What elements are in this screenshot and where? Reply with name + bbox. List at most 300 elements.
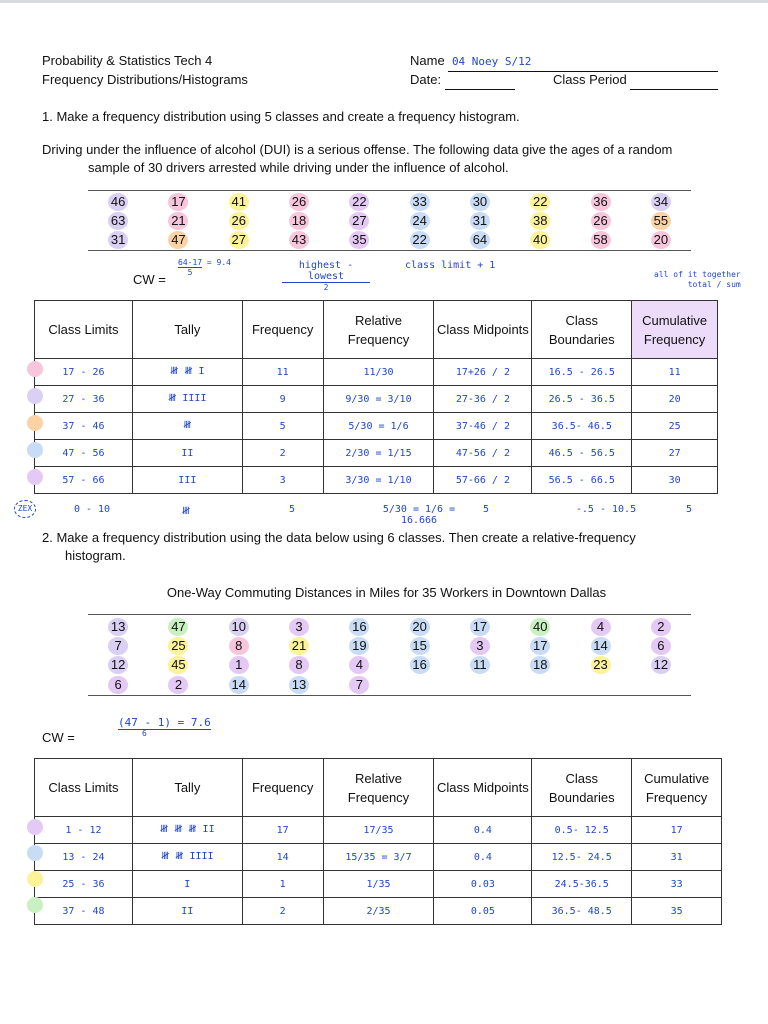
q2-value-bound: 0.5- 12.5 [554,824,609,836]
q2-data-table [88,617,691,695]
q1-value-bound: 36.5- 46.5 [551,420,612,432]
q1-data-cell [269,230,329,249]
q2-data-cell [570,617,630,636]
q1-value-tally: II [181,447,194,459]
data-value: 20 [410,618,430,636]
q1-cell-cum[interactable] [632,440,718,467]
q1-data-cell [329,230,389,249]
q1-data-cell [209,192,269,211]
q2-value-cum: 35 [670,905,683,917]
q2-value-cum: 17 [670,824,683,836]
q2-cell-rel[interactable] [323,871,434,898]
data-value: 43 [289,231,309,249]
q1-cell-bound[interactable] [532,467,632,494]
q1-data-cell [510,192,570,211]
data-value: 38 [530,212,550,230]
q2-data-cell [570,655,630,674]
q1-data-row [88,192,691,211]
q1-cell-rel[interactable] [323,440,434,467]
q2-cell-limits[interactable] [35,871,133,898]
q1-data-cell [148,192,208,211]
q2-value-bound: 36.5- 48.5 [551,905,612,917]
q2-cell-cum[interactable] [632,844,722,871]
q1-value-bound: 26.5 - 36.5 [548,393,615,405]
q1-value-rel: 11/30 [363,366,394,378]
data-value: 27 [229,231,249,249]
q1-extra-cum: 5 [685,504,693,515]
q2-value-tally: II [181,905,194,917]
name-label: Name [410,53,445,68]
data-value: 2 [168,676,188,694]
data-value: 17 [530,637,550,655]
q2-data-cell [450,655,510,674]
q1-value-limits: 47 - 56 [62,447,105,459]
cumulative-note: all of it together total / sum [654,270,741,289]
q2-cell-mid[interactable] [434,844,532,871]
q1-cell-limits[interactable] [35,413,133,440]
q1-cell-limits[interactable] [35,467,133,494]
data-value: 13 [289,676,309,694]
data-value: 8 [289,656,309,674]
q1-data-cell [88,192,148,211]
q1-header-class-limits: Class Limits [35,301,133,359]
q2-cell-cum[interactable] [632,871,722,898]
q2-data-cell [329,655,389,674]
q2-value-rel: 15/35 = 3/7 [345,851,412,863]
row-color-marker-icon [27,469,43,485]
q1-value-mid: 27-36 / 2 [455,393,510,405]
q2-cell-freq[interactable] [242,844,323,871]
q1-value-freq: 2 [279,447,286,459]
q1-value-freq: 3 [279,474,286,486]
data-value: 15 [410,637,430,655]
q1-header-frequency: Frequency [242,301,323,359]
q2-cell-limits[interactable] [35,898,133,925]
q1-table-row [35,467,718,494]
q1-data-cell [631,211,691,230]
row-color-marker-icon [27,819,43,835]
row-color-marker-icon [27,845,43,861]
data-value: 34 [651,193,671,211]
q2-header-class-boundaries: Class Boundaries [532,759,632,817]
q1-extra-limits: 0 - 10 [73,504,111,515]
q1-cell-tally[interactable] [132,359,242,386]
data-value: 4 [349,656,369,674]
q2-data-cell [389,655,449,674]
q2-cell-tally[interactable] [132,871,242,898]
q1-cell-freq[interactable] [242,467,323,494]
q2-data-cell [148,655,208,674]
q2-value-rel: 2/35 [366,905,391,917]
data-value: 21 [289,637,309,655]
data-value: 22 [410,231,430,249]
q2-data-row [88,617,691,636]
q2-table-row [35,898,722,925]
q2-cell-cum[interactable] [632,817,722,844]
q1-value-limits: 37 - 46 [62,420,105,432]
q2-cell-limits[interactable] [35,844,133,871]
q1-cell-rel[interactable] [323,467,434,494]
q1-cell-tally[interactable] [132,467,242,494]
q1-value-cum: 27 [668,447,681,459]
q2-value-limits: 13 - 24 [62,851,105,863]
data-value: 64 [470,231,490,249]
q1-data-cell [88,230,148,249]
q2-cell-limits[interactable] [35,817,133,844]
q2-value-mid: 0.05 [470,905,495,917]
q2-cell-freq[interactable] [242,817,323,844]
q1-cell-tally[interactable] [132,440,242,467]
q1-table-row [35,359,718,386]
q2-cell-rel[interactable] [323,844,434,871]
q2-cell-tally[interactable] [132,844,242,871]
q1-data-cell [450,192,510,211]
q1-data-cell [631,230,691,249]
q1-cell-mid[interactable] [434,467,532,494]
q1-cell-cum[interactable] [632,467,718,494]
q1-cell-freq[interactable] [242,359,323,386]
q2-data-cell [148,617,208,636]
q2-data-row [88,655,691,674]
q2-table-row [35,844,722,871]
q1-cell-bound[interactable] [532,386,632,413]
q2-data-cell [389,617,449,636]
q1-extra-freq: 5 [288,504,296,515]
q1-cell-rel[interactable] [323,413,434,440]
q1-cell-mid[interactable] [434,359,532,386]
data-value: 12 [108,656,128,674]
q1-value-tally: 𝍸 [183,419,192,431]
q1-data-cell [148,230,208,249]
q2-data-cell [269,674,329,695]
q2-data-cell [570,674,630,695]
q1-cell-limits[interactable] [35,359,133,386]
data-value: 17 [168,193,188,211]
q2-value-cum: 33 [670,878,683,890]
q2-value-mid: 0.03 [470,878,495,890]
q2-value-tally: 𝍸 𝍸 IIII [161,850,214,862]
q1-data-cell [510,230,570,249]
q2-cell-bound[interactable] [532,844,632,871]
data-value: 10 [229,618,249,636]
data-value: 14 [229,676,249,694]
q2-header-class-midpoints: Class Midpoints [434,759,532,817]
q1-cell-rel[interactable] [323,359,434,386]
q1-value-limits: 17 - 26 [62,366,105,378]
q2-value-limits: 1 - 12 [65,824,102,836]
data-value [470,674,490,692]
q1-cell-freq[interactable] [242,386,323,413]
question-2-prompt-line2: histogram. [65,548,126,563]
data-value: 14 [591,637,611,655]
q1-data-cell [88,211,148,230]
q2-data-cell [329,636,389,655]
q1-data-cell [450,230,510,249]
q1-value-tally: 𝍸 𝍸 I [170,365,205,377]
data-value: 46 [108,193,128,211]
q2-data-cell [631,617,691,636]
q1-cell-tally[interactable] [132,413,242,440]
q1-value-cum: 11 [668,366,681,378]
q2-data-cell [148,674,208,695]
data-value: 35 [349,231,369,249]
q1-value-tally: 𝍸 IIII [168,392,207,404]
q1-value-mid: 57-66 / 2 [455,474,510,486]
q2-data-cell [88,674,148,695]
question-1-prompt: 1. Make a frequency distribution using 5 classes and create a frequency histogram. [42,109,520,124]
q1-data-bottom-rule [88,250,691,251]
class-period-label: Class Period [553,72,627,87]
q2-value-tally: 𝍸 𝍸 𝍸 II [160,823,215,835]
q2-cell-rel[interactable] [323,898,434,925]
data-value [591,674,611,692]
q1-table-row [35,440,718,467]
q2-data-cell [631,636,691,655]
q2-data-bottom-rule [88,695,691,696]
q1-header-tally: Tally [132,301,242,359]
q1-value-cum: 25 [668,420,681,432]
data-value: 13 [108,618,128,636]
date-label: Date: [410,72,442,87]
q1-data-cell [570,230,630,249]
top-border [0,0,768,3]
q1-data-cell [450,211,510,230]
q1-cell-freq[interactable] [242,440,323,467]
q1-value-freq: 5 [279,420,286,432]
data-value: 1 [229,656,249,674]
data-value: 19 [349,637,369,655]
q2-data-cell [209,674,269,695]
data-value: 22 [349,193,369,211]
q1-value-bound: 56.5 - 66.5 [548,474,615,486]
q1-data-cell [209,230,269,249]
q2-data-cell [88,636,148,655]
q1-data-top-rule [88,190,691,191]
row-color-marker-icon [27,361,43,377]
q1-cw-label: CW = [133,272,166,287]
data-value [651,674,671,692]
date-field[interactable] [410,71,515,90]
data-value: 17 [470,618,490,636]
q1-data-row [88,211,691,230]
data-value: 16 [349,618,369,636]
row-color-marker-icon [27,897,43,913]
data-value: 63 [108,212,128,230]
q2-table-row [35,871,722,898]
data-value: 26 [591,212,611,230]
q1-data-cell [269,192,329,211]
data-value: 26 [229,212,249,230]
data-value: 3 [470,637,490,655]
q2-cell-mid[interactable] [434,817,532,844]
data-value: 18 [289,212,309,230]
q1-cell-bound[interactable] [532,413,632,440]
q1-data-cell [389,211,449,230]
q2-data-cell [269,617,329,636]
q1-data-cell [570,192,630,211]
q2-value-mid: 0.4 [473,851,492,863]
q1-data-row [88,230,691,249]
data-value: 40 [530,231,550,249]
data-value: 25 [168,637,188,655]
q1-value-mid: 17+26 / 2 [455,366,510,378]
q1-paragraph-line2: sample of 30 drivers arrested while driving under the influence of alcohol. [88,160,509,175]
course-title: Probability & Statistics Tech 4 [42,53,213,68]
q1-value-rel: 5/30 = 1/6 [348,420,409,432]
q1-cell-cum[interactable] [632,413,718,440]
data-value: 55 [651,212,671,230]
q1-value-rel: 9/30 = 3/10 [345,393,412,405]
q1-cell-mid[interactable] [434,440,532,467]
q1-value-mid: 47-56 / 2 [455,447,510,459]
data-value: 7 [108,637,128,655]
q2-cell-mid[interactable] [434,871,532,898]
q2-data-cell [389,674,449,695]
q1-data-cell [631,192,691,211]
q1-cell-cum[interactable] [632,359,718,386]
row-color-marker-icon [27,442,43,458]
q2-value-cum: 31 [670,851,683,863]
q1-data-cell [209,211,269,230]
data-value: 8 [229,637,249,655]
q2-cw-label: CW = [42,730,75,745]
data-value: 11 [470,656,490,674]
q2-cell-tally[interactable] [132,898,242,925]
q2-cell-bound[interactable] [532,817,632,844]
data-value: 6 [651,637,671,655]
q1-cell-tally[interactable] [132,386,242,413]
q1-data-cell [389,230,449,249]
q2-cell-bound[interactable] [532,898,632,925]
data-value: 30 [470,193,490,211]
q1-cell-bound[interactable] [532,359,632,386]
q2-cell-rel[interactable] [323,817,434,844]
data-value: 2 [651,618,671,636]
q2-cell-bound[interactable] [532,871,632,898]
q1-value-cum: 30 [668,474,681,486]
data-value: 7 [349,676,369,694]
data-value: 33 [410,193,430,211]
name-field[interactable] [410,52,718,72]
q2-data-title: One-Way Commuting Distances in Miles for 35 Workers in Downtown Dallas [166,585,607,600]
data-value: 31 [108,231,128,249]
data-value: 40 [530,618,550,636]
q2-value-freq: 17 [276,824,289,836]
q2-cell-freq[interactable] [242,898,323,925]
q1-value-limits: 27 - 36 [62,393,105,405]
q2-value-tally: I [184,878,191,890]
q1-frequency-table [34,300,718,494]
q1-cell-limits[interactable] [35,386,133,413]
q2-data-cell [450,674,510,695]
q1-cw-note-highest-lowest: highest - lowest 2 [282,260,370,292]
q2-data-cell [510,655,570,674]
q1-data-cell [329,211,389,230]
q1-paragraph-line1: Driving under the influence of alcohol (DUI) is a serious offense. The following data give the ages of a random [42,142,673,157]
q2-data-cell [570,636,630,655]
data-value: 23 [591,656,611,674]
q1-cell-mid[interactable] [434,386,532,413]
q1-value-tally: III [178,474,197,486]
q2-cell-freq[interactable] [242,871,323,898]
data-value: 4 [591,618,611,636]
question-2-prompt-line1: 2. Make a frequency distribution using the data below using 6 classes. Then create a relative-frequency [42,530,636,545]
q2-frequency-table [34,758,722,925]
q2-data-cell [329,674,389,695]
q2-data-cell [510,674,570,695]
q2-data-cell [329,617,389,636]
q2-data-cell [631,655,691,674]
q1-value-bound: 46.5 - 56.5 [548,447,615,459]
name-value: 04 Noey S/12 [451,55,532,68]
q1-value-limits: 57 - 66 [62,474,105,486]
q2-data-cell [510,617,570,636]
q2-header-frequency: Frequency [242,759,323,817]
q2-data-row [88,636,691,655]
q1-extra-row [14,500,718,526]
q1-cw-note: 64-17 = 9.4 5 [178,258,231,277]
q2-value-bound: 12.5- 24.5 [551,851,612,863]
data-value: 12 [651,656,671,674]
q2-data-cell [209,636,269,655]
q1-extra-rel: 5/30 = 1/6 = 16.666 [382,504,456,526]
q2-value-limits: 25 - 36 [62,878,105,890]
q1-data-table [88,192,691,249]
q1-cell-mid[interactable] [434,413,532,440]
q2-cell-cum[interactable] [632,898,722,925]
q2-data-top-rule [88,614,691,615]
q1-cell-rel[interactable] [323,386,434,413]
q2-cell-mid[interactable] [434,898,532,925]
class-period-field[interactable] [553,71,718,90]
data-value: 6 [108,676,128,694]
q1-value-cum: 20 [668,393,681,405]
q2-data-cell [209,655,269,674]
q1-cell-freq[interactable] [242,413,323,440]
q1-cell-limits[interactable] [35,440,133,467]
q2-header-class-limits: Class Limits [35,759,133,817]
q2-cell-tally[interactable] [132,817,242,844]
q1-data-cell [510,211,570,230]
q2-value-freq: 14 [276,851,289,863]
q2-data-cell [209,617,269,636]
q1-cw-note-class-limit: class limit + 1 [405,260,496,271]
data-value: 41 [229,193,249,211]
data-value: 3 [289,618,309,636]
data-value: 16 [410,656,430,674]
q1-header-class-boundaries: Class Boundaries [532,301,632,359]
q1-extra-mid: 5 [482,504,490,515]
q2-data-cell [269,655,329,674]
q1-cell-bound[interactable] [532,440,632,467]
q1-value-mid: 37-46 / 2 [455,420,510,432]
q1-data-cell [148,211,208,230]
data-value: 58 [591,231,611,249]
data-value: 22 [530,193,550,211]
q2-data-cell [450,636,510,655]
q1-table-row [35,413,718,440]
data-value: 31 [470,212,490,230]
data-value: 26 [289,193,309,211]
q1-value-freq: 11 [276,366,289,378]
q1-table-row [35,386,718,413]
q1-header-class-midpoints: Class Midpoints [434,301,532,359]
data-value: 36 [591,193,611,211]
burst-icon: ZEX [14,500,36,518]
q1-cell-cum[interactable] [632,386,718,413]
row-color-marker-icon [27,415,43,431]
data-value: 18 [530,656,550,674]
